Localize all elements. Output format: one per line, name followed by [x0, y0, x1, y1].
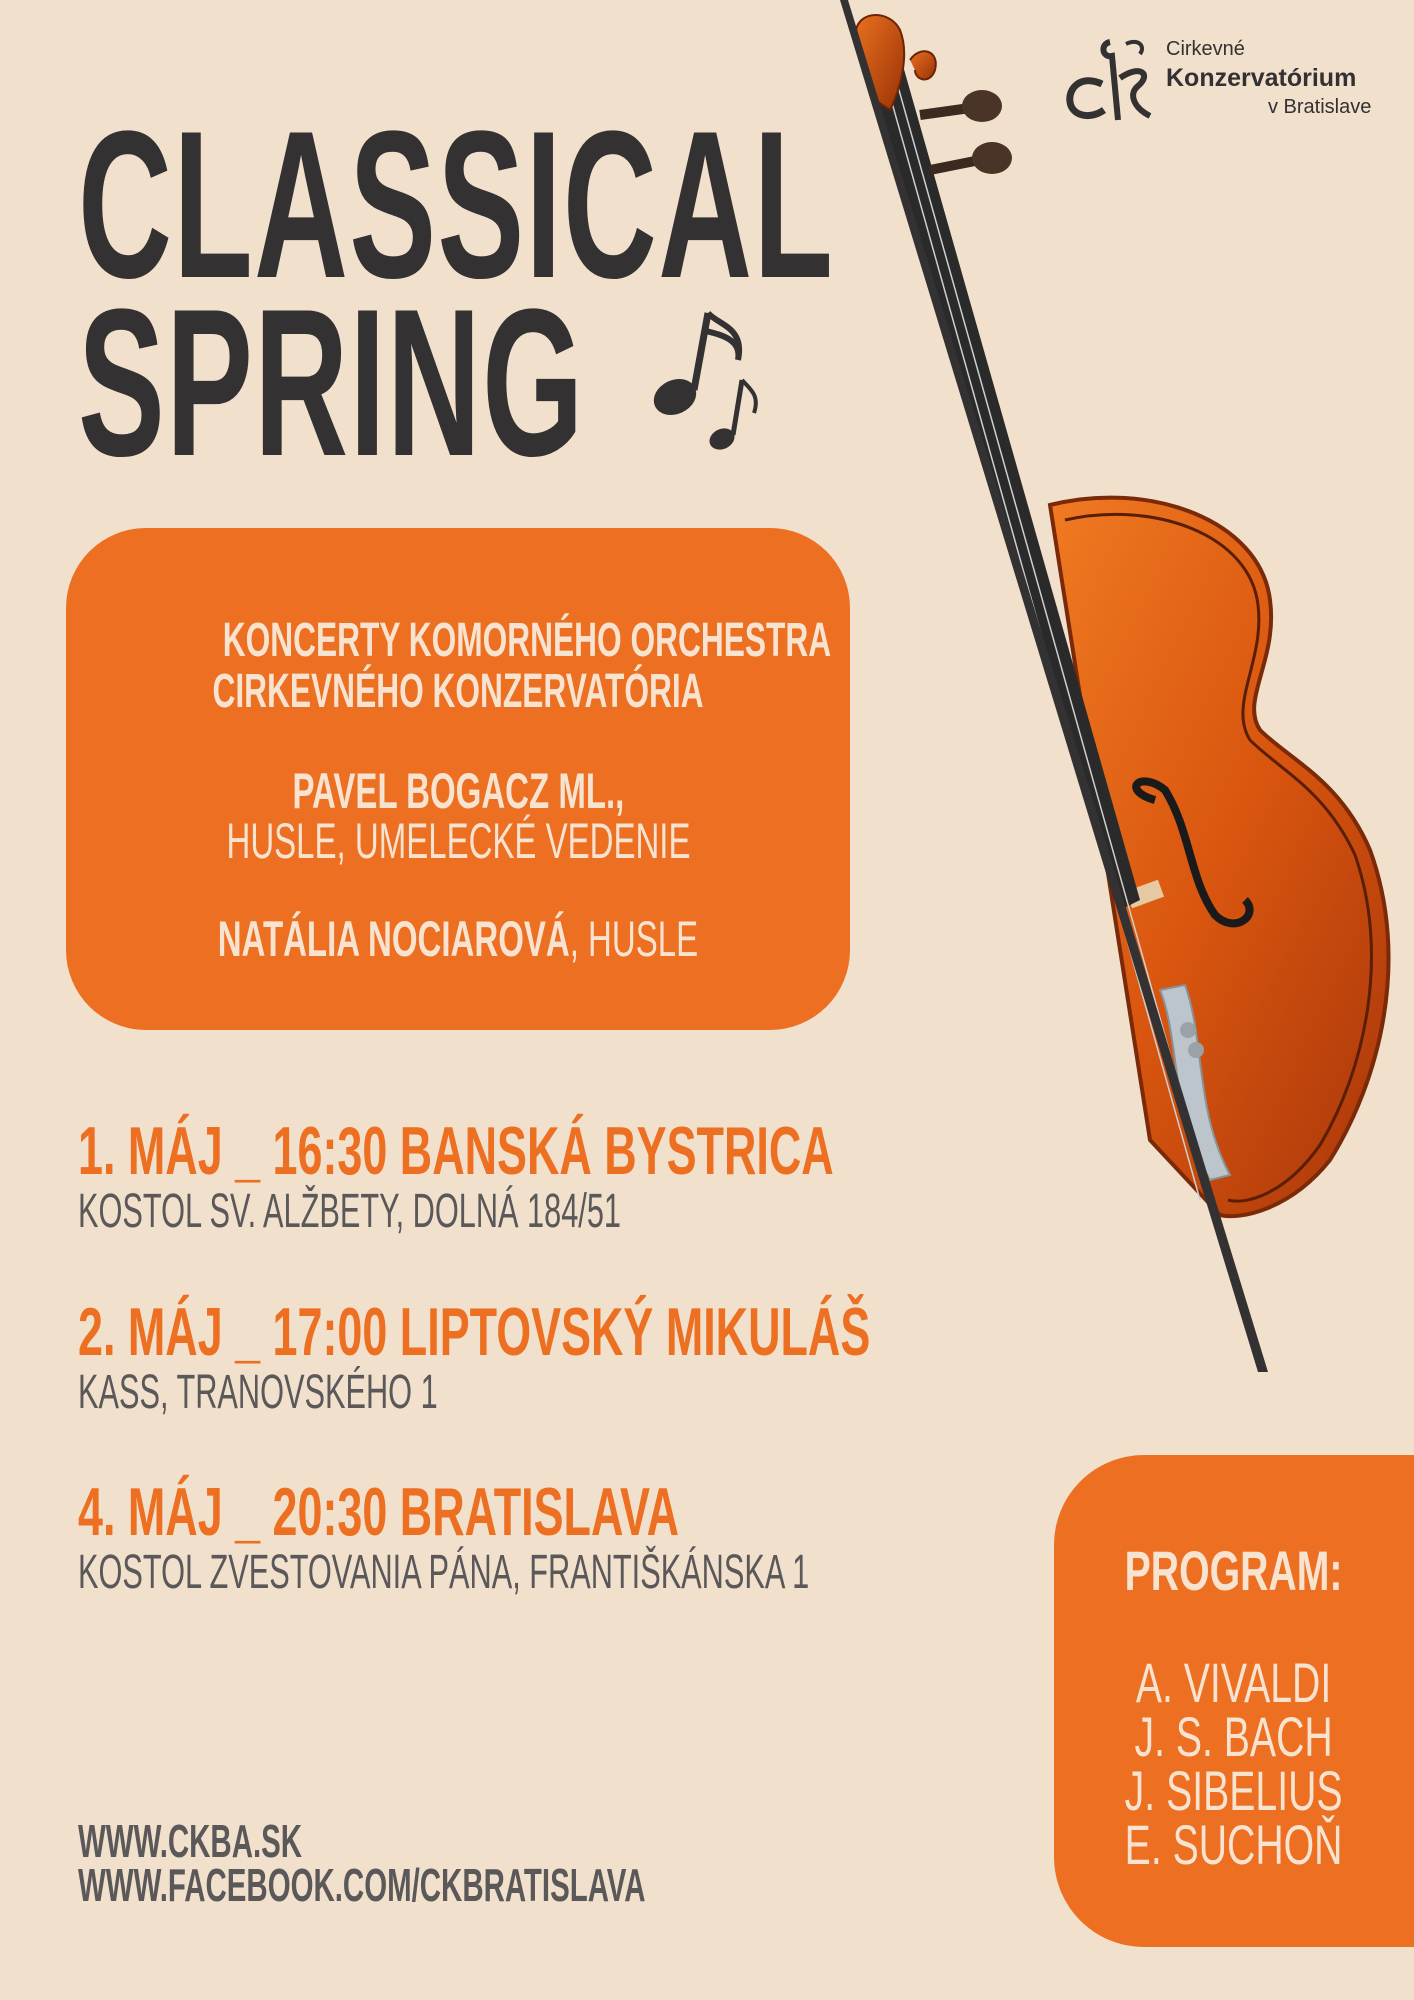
performer-2-role: , HUSLE	[569, 911, 699, 967]
orchestra-info-box	[66, 528, 850, 1030]
performer-1-name: PAVEL BOGACZ ML.,	[292, 763, 624, 819]
concert-1-place: KOSTOL SV. ALŽBETY, DOLNÁ 184/51	[78, 1185, 622, 1238]
performer-1-role: HUSLE, UMELECKÉ VEDENIE	[226, 813, 690, 869]
concert-3-date: 4. MÁJ _ 20:30 BRATISLAVA	[78, 1474, 680, 1550]
info-line-2: CIRKEVNÉHO KONZERVATÓRIA	[212, 665, 704, 718]
concert-3-place: KOSTOL ZVESTOVANIA PÁNA, FRANTIŠKÁNSKA 1	[78, 1546, 810, 1599]
composer-item: A. VIVALDI	[1136, 1651, 1332, 1714]
concert-2-place: KASS, TRANOVSKÉHO 1	[78, 1366, 438, 1419]
violin-image	[820, 0, 1414, 1390]
concert-1-date: 1. MÁJ _ 16:30 BANSKÁ BYSTRICA	[78, 1113, 834, 1189]
music-notes-icon	[650, 305, 760, 455]
program-heading: PROGRAM:	[1125, 1539, 1343, 1602]
facebook-link[interactable]: WWW.FACEBOOK.COM/CKBRATISLAVA	[78, 1859, 646, 1911]
performer-2	[66, 910, 850, 968]
program-box	[1054, 1455, 1414, 1947]
logo-text-line-3: v Bratislave	[1268, 96, 1372, 118]
conservatory-logo	[1060, 34, 1400, 124]
title-line-2: SPRING	[78, 265, 585, 500]
composer-item: J. SIBELIUS	[1125, 1759, 1343, 1822]
logo-text-line-1: Cirkevné	[1166, 38, 1245, 60]
concert-2-date: 2. MÁJ _ 17:00 LIPTOVSKÝ MIKULÁŠ	[78, 1294, 871, 1370]
info-line-1: KONCERTY KOMORNÉHO ORCHESTRA	[222, 614, 832, 667]
website-link[interactable]: WWW.CKBA.SK	[78, 1815, 303, 1867]
composer-item: E. SUCHOŇ	[1125, 1813, 1343, 1876]
composer-item: J. S. BACH	[1134, 1705, 1334, 1768]
performer-2-name: NATÁLIA NOCIAROVÁ	[217, 911, 570, 967]
logo-text-line-2: Konzervatórium	[1166, 64, 1357, 92]
ck-monogram-logo	[1060, 34, 1156, 124]
title-line-1: CLASSICAL	[78, 87, 835, 322]
